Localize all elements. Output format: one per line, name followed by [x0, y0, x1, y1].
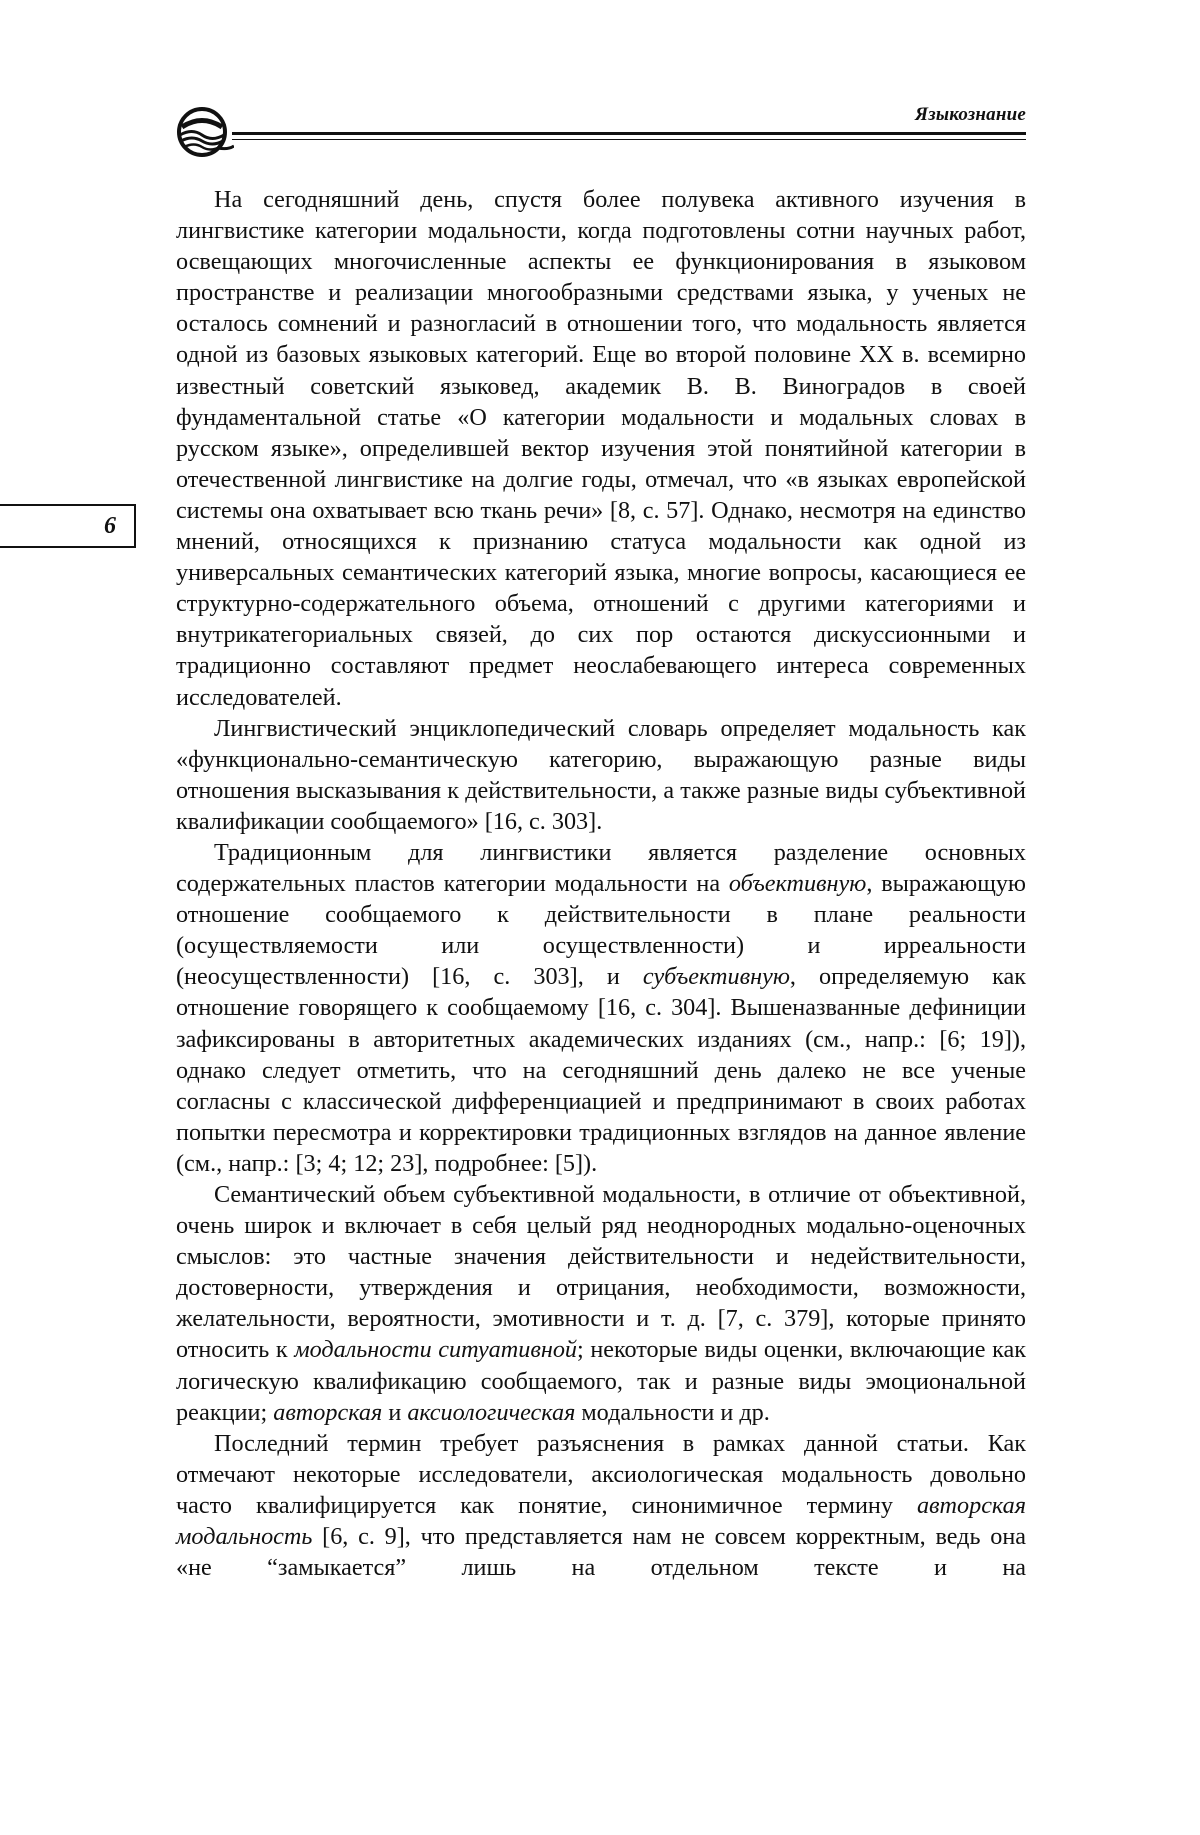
- text-run: Последний термин требует разъяснения в рамках данной статьи. Как отмечают некоторые исследователи, аксиологическая модальность довольно часто квалифицируется как понятие, синонимичное термину: [176, 1429, 1026, 1519]
- header-rule-thin: [232, 139, 1026, 140]
- text-run: Семантический объем субъективной модальности, в отличие от объективной, очень широк и включает в себя целый ряд неоднородных модально-оценочных смыслов: это частные значения действительности и недействительности, достоверности, утверждения и отрицания, необходимости, возможности, желательности, вероятности, эмотивности и т. д. [7, с. 379], которые принято относить к: [176, 1181, 1026, 1364]
- running-header: [172, 96, 1032, 156]
- paragraph: [176, 837, 1026, 1179]
- journal-wave-logo-icon: [172, 106, 234, 158]
- page-number: 6: [104, 513, 116, 539]
- header-rule: [232, 132, 1026, 135]
- paragraph: [176, 1428, 1026, 1583]
- italic-term: авторская: [273, 1398, 383, 1426]
- text-run: , выражающую отношение сообщаемого к действительности в плане реальности (осуществляемости или осуществленности) и ирреальности (неосуществленности) [16, с. 303], и: [176, 870, 1026, 991]
- italic-term: модальности ситуативной: [294, 1336, 578, 1364]
- article-body: [176, 184, 1026, 1583]
- text-run: [6, с. 9], что представляется нам не совсем корректным, ведь она «не “замыкается” лишь на отдельном тексте и на: [176, 1523, 1026, 1582]
- paragraph: [176, 184, 1026, 713]
- text-run: модальности и др.: [575, 1398, 770, 1426]
- page-number-tab: [0, 504, 136, 548]
- italic-term: объективную: [728, 870, 867, 898]
- italic-term: авторская модальность: [176, 1491, 1026, 1551]
- text-run: и: [382, 1398, 408, 1426]
- paragraph: [176, 1179, 1026, 1428]
- text-run: ; некоторые виды оценки, включающие как логическую квалификацию сообщаемого, так и разные виды эмоциональной реакции;: [176, 1336, 1026, 1426]
- italic-term: аксиологическая: [407, 1398, 576, 1426]
- paragraph: [176, 713, 1026, 837]
- italic-term: субъективную: [642, 963, 790, 991]
- text-run: Традиционным для лингвистики является разделение основных содержательных пластов категории модальности на: [176, 838, 1026, 898]
- section-title: Языкознание: [914, 104, 1026, 125]
- text-run: Лингвистический энциклопедический словарь определяет модальность как «функционально-семантическую категорию, выражающую разные виды отношения высказывания к действительности, а также разные виды субъективной квалификации сообщаемого» [16, с. 303].: [176, 714, 1026, 835]
- text-run: На сегодняшний день, спустя более полувека активного изучения в лингвистике категории модальности, когда подготовлены сотни научных работ, освещающих многочисленные аспекты ее функционирования в языковом пространстве и реализации многообразными средствами языка, у ученых не осталось сомнений и разногласий в отношении того, что модальность является одной из базовых языковых категорий. Еще во второй половине XX в. всемирно известный советский языковед, академик В. В. Виноградов в своей фундаментальной статье «О категории модальности и модальных словах в русском языке», определившей вектор изучения этой понятийной категории в отечественной лингвистике на долгие годы, отмечал, что «в языках европейской системы она охватывает всю ткань речи» [8, с. 57]. Однако, несмотря на единство мнений, относящихся к признанию статуса модальности как одной из универсальных семантических категорий языка, многие вопросы, касающиеся ее структурно-содержательного объема, отношений с другими категориями и внутрикатегориальных связей, до сих пор остаются дискуссионными и традиционно составляют предмет неослабевающего интереса современных исследователей.: [176, 186, 1026, 711]
- text-run: , определяемую как отношение говорящего к сообщаемому [16, с. 304]. Вышеназванные дефиниции зафиксированы в авторитетных академических изданиях (см., напр.: [6; 19]), однако следует отметить, что на сегодняшний день далеко не все ученые согласны с классической дифференциацией и предпринимают в своих работах попытки пересмотра и корректировки традиционных взглядов на данное явление (см., напр.: [3; 4; 12; 23], подробнее: [5]).: [176, 963, 1026, 1177]
